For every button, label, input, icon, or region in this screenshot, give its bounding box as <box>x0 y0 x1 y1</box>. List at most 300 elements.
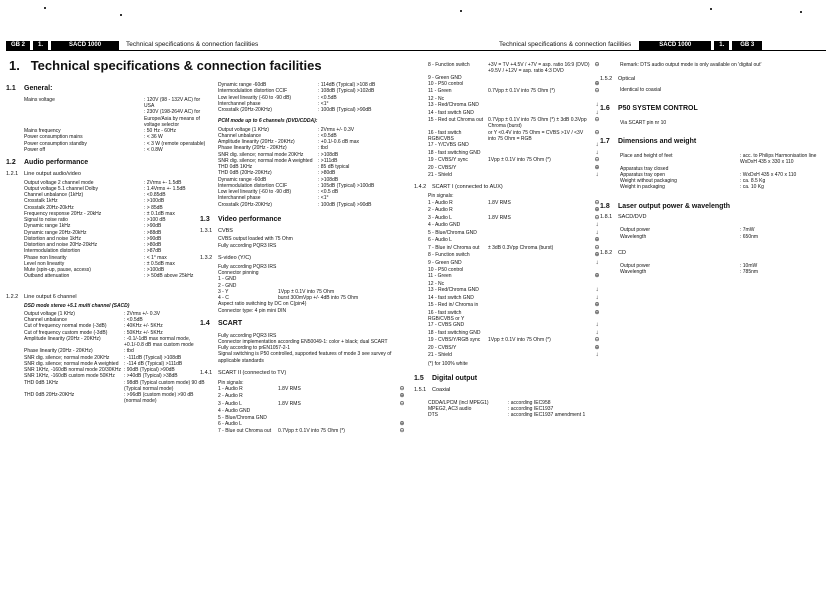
spec-key: Apparatus tray closed <box>620 165 669 172</box>
pin-name: 20 - CVBS/Y <box>428 164 457 171</box>
spec-row <box>6 97 206 110</box>
pin-spec: 0.7Vpp ± 0.1V into 75 Ohm (*) ± 3dB 0.3Vpp Chroma (burst) <box>488 117 587 130</box>
subsection-heading: 1.2.2 Line output 6 channel <box>6 293 77 300</box>
pin-name: 4 - Audio GND <box>218 408 251 415</box>
scart-pin-list-continued <box>428 62 603 180</box>
subsection-heading: 1.3.2 S-video (Y/C) <box>200 254 252 261</box>
signal-direction-icon: ⊕ <box>594 252 600 259</box>
header-title: Technical specifications & connection facilities <box>499 41 632 49</box>
spec-value: : > 85dB <box>144 204 163 211</box>
spec-key: MPEG2, AC3 audio <box>428 405 472 412</box>
pin-row <box>428 88 603 96</box>
aux-pin-list <box>428 200 603 360</box>
pin-spec: 1Vpp ± 0.1V into 75 Ohm (*) <box>488 157 551 163</box>
pin-name: 9 - Green GND <box>428 74 462 81</box>
pin-name: 5 - Blue/Chroma GND <box>428 229 477 236</box>
pin-row <box>428 215 603 223</box>
pin-row <box>428 157 603 165</box>
spec-key: Crosstalk (20Hz-20KHz) <box>218 107 272 113</box>
spec-key: Output voltage 2 channel mode <box>24 179 94 186</box>
page-title-text: Technical specifications & connection facilities <box>30 58 322 73</box>
spec-key: SNR dig. silence; normal mode 20KHz <box>24 354 110 361</box>
spec-value: : ca. 10 Kg <box>740 184 764 191</box>
cvbs-list <box>218 236 408 249</box>
spec-key: Channel unbalance <box>218 132 262 139</box>
spec-key: Level non linearity <box>24 260 65 267</box>
pin-name: 10 - P50 control <box>428 267 464 274</box>
pin-spec: 1.8V RMS <box>488 199 511 206</box>
header-tag: SACD 1000 <box>51 41 119 51</box>
spec-key: Crosstalk 1kHz <box>24 198 58 205</box>
pin-spec <box>488 237 591 245</box>
signal-direction-icon: ⊕ <box>399 420 405 427</box>
spec-value: : 100dB (Typical) >90dB <box>318 201 372 208</box>
sacd-laser-list <box>600 227 830 240</box>
spec-key: Amplitude linearity (20Hz - 20KHz) <box>218 139 295 145</box>
spec-value: : >111dB <box>318 157 338 164</box>
spec-row <box>600 269 830 275</box>
pin-name: 15 - Red in/ Chroma in <box>428 302 479 309</box>
spec-key: Outband attenuation <box>24 273 70 280</box>
spec-value: : >80dB <box>144 242 162 249</box>
pin-row <box>428 142 603 150</box>
page-title <box>9 58 322 74</box>
pin-name: 2 - Audio R <box>428 207 453 214</box>
section-heading: 1.8 Laser output power & wavelength <box>600 202 731 210</box>
signal-direction-icon: ⊖ <box>399 400 405 407</box>
spec-value: : > 50dB above 25kHz <box>144 273 194 280</box>
spec-key: Amplitude linearity (20Hz - 20KHz) <box>24 335 101 342</box>
spec-value: : 50 Hz - 60Hz <box>144 128 176 134</box>
spec-row <box>218 107 408 113</box>
spec-key: SNR dig. silence; normal mode 20KHz <box>218 151 304 158</box>
spec-row <box>6 380 206 393</box>
spec-key: Signal to noise ratio <box>24 217 68 224</box>
header-tag: GB 3 <box>732 41 762 51</box>
spec-key: Power consumption mains <box>24 134 83 141</box>
column-4 <box>600 62 830 275</box>
cd-laser-list <box>600 263 830 276</box>
spec-value: : <0.5dB <box>124 317 143 323</box>
spec-key: Mains voltage <box>24 96 55 103</box>
section-heading: 1.3 Video performance <box>200 215 282 223</box>
spec-key: SNR 1KHz, -160dB custom mode 50KHz <box>24 373 115 380</box>
signal-direction-icon: ↓ <box>595 352 599 359</box>
pin-name: 17 - Y/CVBS GND <box>428 142 469 148</box>
pin-name: 8 - Function switch <box>428 252 470 259</box>
text-line: Signal switching is P50 controlled, supported features of mode 3 see survey of applicable standards <box>218 351 392 364</box>
spec-key: Mute (spin-up, pause, access) <box>24 267 91 274</box>
scan-dot <box>120 14 122 16</box>
signal-direction-icon: ⊖ <box>594 62 600 68</box>
pin-name: 12 - Nc <box>428 95 445 102</box>
pin-spec <box>278 421 396 429</box>
signal-direction-icon: ⊖ <box>594 129 600 136</box>
spec-value: : <1° <box>318 195 329 202</box>
pin-name: 1 - Audio R <box>428 199 453 206</box>
signal-direction-icon: ⊖ <box>594 337 600 344</box>
signal-direction-icon: ⊕ <box>594 309 600 316</box>
spec-key: Phase linearity (20Hz - 20KHz) <box>218 145 287 152</box>
pin-name: 14 - fast switch GND <box>428 109 474 116</box>
pin-name: 21 - Shield <box>428 352 452 359</box>
spec-key: Interchannel phase <box>218 100 261 107</box>
signal-direction-icon: ⊕ <box>594 302 600 309</box>
spec-key: Mains frequency <box>24 128 61 134</box>
spec-value: : >100dB <box>144 267 165 274</box>
svideo-list <box>218 264 408 277</box>
scan-dot <box>44 7 46 9</box>
spec-row <box>6 392 206 405</box>
pin-name: 1 - Audio R <box>218 385 243 392</box>
pin-name: 19 - CVBS/Y/RGB sync <box>428 337 481 344</box>
spec-row <box>600 153 830 166</box>
header-tag: 1. <box>33 41 48 51</box>
spec-key: 4 - C <box>218 295 229 301</box>
pin-name: 7 - Blue in/ Chroma out <box>428 244 480 251</box>
subsection-heading: 1.8.1 SACD/DVD <box>600 214 647 221</box>
dsd-title: DSD mode stereo +5.1 multi channel (SACD) <box>24 302 130 309</box>
signal-direction-icon: ↓ <box>595 287 599 294</box>
spec-value: 1Vpp ± 0.1V into 75 Ohm <box>278 288 335 295</box>
spec-value: : 40KHz +/- 5KHz <box>124 323 163 330</box>
spec-key: Intermodulation distortion CCIF <box>218 182 288 189</box>
pin-spec <box>488 165 591 173</box>
scan-dot <box>460 10 462 12</box>
spec-row <box>6 147 206 153</box>
dimensions-list <box>600 153 830 191</box>
pin-spec <box>488 295 591 303</box>
pin-spec: +3V = TV +4.5V / +7V = asp. ratio 16:9 (DVD) +9.5V / +12V = asp. ratio 4:3 DVD <box>488 62 590 75</box>
pin-row <box>428 237 603 245</box>
signal-direction-icon: ⊖ <box>594 244 600 251</box>
pin-name: 20 - CVBS/Y <box>428 344 457 351</box>
pin-spec <box>488 322 591 330</box>
pin-row <box>428 62 603 75</box>
pin-spec <box>488 260 591 268</box>
pin-row <box>428 322 603 330</box>
spec-value: : 114dB (Typical) >108 dB <box>318 82 376 88</box>
column-1 <box>6 82 206 405</box>
scart-notes <box>218 333 408 364</box>
spec-value: : 108dB (Typical) >102dB <box>318 88 375 95</box>
subsection-heading: 1.3.1 CVBS <box>200 227 233 234</box>
pin-spec <box>488 252 591 260</box>
section-heading: 1.1 General: <box>6 85 53 92</box>
spec-key: Power off <box>24 146 46 153</box>
spec-key: Wavelength <box>620 268 647 275</box>
text-line: Fully according PQR3 IRS <box>218 263 277 270</box>
pin-name: 6 - Audio L <box>428 237 452 244</box>
pin-row <box>428 310 603 323</box>
svideo-notes <box>218 301 408 314</box>
spec-key: THD 0dB (20Hz-20KHz) <box>218 170 272 177</box>
pin-name: 15 - Red out Chroma out <box>428 117 484 123</box>
spec-value: : < 1° max <box>144 254 167 261</box>
pin-name: 4 - Audio GND <box>428 222 461 229</box>
pin-row <box>428 165 603 173</box>
pin-name: 7 - Blue out Chroma out <box>218 428 272 435</box>
left-page <box>0 0 410 590</box>
header-title: Technical specifications & connection facilities <box>126 41 259 49</box>
subsection-heading: 1.2.1 Line output audio/video <box>6 170 81 177</box>
signal-direction-icon: ↓ <box>595 172 599 178</box>
signal-direction-icon: ⊕ <box>594 164 600 171</box>
spec-key: Distortion and noise 1kHz <box>24 235 81 242</box>
general-list <box>6 97 206 153</box>
spec-value: : 785nm <box>740 268 759 275</box>
spec-value: : >80dB <box>318 170 336 177</box>
pin-row <box>428 302 603 310</box>
spec-value: burst 300mVpp +/- 4dB into 75 Ohm <box>278 295 359 301</box>
pcm-list <box>218 127 408 208</box>
spec-value: : tbd <box>124 348 134 355</box>
spec-key: THD 0dB 1KHz <box>218 164 253 170</box>
spec-row <box>6 336 206 349</box>
pin-row <box>428 345 603 353</box>
section-heading: 1.7 Dimensions and weight <box>600 138 697 146</box>
spec-value: : < 3 W (remote operatable) <box>144 140 206 147</box>
pin-spec: 1.8V RMS <box>488 214 511 221</box>
pin-row <box>428 200 603 208</box>
spec-key: Intermodulation distortion CCIF <box>218 88 288 95</box>
subsection-heading: 1.4.1 SCART II (connected to TV) <box>200 369 287 376</box>
text-line: Connector type: 4 pin mini DIN <box>218 307 287 314</box>
spec-value: : >100 dB <box>144 217 166 224</box>
signal-direction-icon: ↓ <box>595 329 599 336</box>
signal-direction-icon: ⊕ <box>594 273 600 280</box>
spec-key <box>24 109 144 128</box>
signal-direction-icon: ⊕ <box>594 80 600 87</box>
pin-spec <box>488 302 591 310</box>
pin-row <box>428 102 603 110</box>
spec-key: Frequency response 20Hz - 20kHz <box>24 210 102 217</box>
spec-key: 3 - Y <box>218 288 229 295</box>
spec-value: : 120V (98 - 132V AC) for USA <box>144 96 201 109</box>
signal-direction-icon: ↓ <box>595 294 599 301</box>
spec-key: Low level linearity (-60 to -90 dB) <box>218 189 292 195</box>
spec-key: SNR dig. silence; normal mode A weighted <box>218 157 313 164</box>
spec-key: THD 0dB 20Hz-20KHz <box>24 392 75 398</box>
spec-key: Interchannel phase <box>218 195 261 202</box>
pin-row <box>428 117 603 130</box>
spec-key: Crosstalk (20Hz-20KHz) <box>218 201 272 208</box>
pin-spec <box>488 142 591 150</box>
scart-pin-list <box>218 386 408 436</box>
subsection-heading: 1.4.2 SCART I (connected to AUX) <box>414 183 503 190</box>
section-heading: 1.4 SCART <box>200 319 243 327</box>
pin-name: 14 - fast switch GND <box>428 294 474 301</box>
scan-dot <box>800 11 802 13</box>
signal-direction-icon: ↓ <box>595 322 599 329</box>
text-line: Fully according PQR3 IRS <box>218 332 277 339</box>
pin-name: 9 - Green GND <box>428 259 462 266</box>
spec-value: : 105dB (Typical) >100dB <box>318 182 375 189</box>
page-title-num: 1. <box>9 58 20 73</box>
p50-text: Via SCART pin nr 10 <box>620 120 667 127</box>
spec-key: Power consumption standby <box>24 140 87 147</box>
column-3 <box>414 62 603 418</box>
pin-row <box>428 252 603 260</box>
spec-value: : >100dB <box>144 198 165 205</box>
signal-direction-icon: ⊖ <box>399 385 405 392</box>
spec-value: : according IEC958 <box>508 399 551 406</box>
spec-key: Dynamic range -60dB <box>218 82 267 88</box>
pin-spec <box>488 110 591 118</box>
spec-row <box>218 202 408 208</box>
pin-name: 13 - Red/Chroma GND <box>428 102 479 108</box>
spec-key: Apparatus tray open <box>620 171 666 178</box>
coax-list <box>428 400 603 419</box>
spec-key: 1 - GND <box>218 276 237 283</box>
spec-value: : <0.5 dB <box>318 189 339 195</box>
pin-spec <box>488 230 591 238</box>
spec-key: THD 0dB 1KHz <box>24 379 59 386</box>
pin-spec <box>488 345 591 353</box>
optical-text: Identical to coaxial <box>620 87 662 94</box>
pin-row <box>428 110 603 118</box>
header-rule <box>410 50 826 51</box>
spec-value: : 2Vrms +/- 0.3V <box>124 310 161 317</box>
spec-value: : -114 dB (Typical) >111dB <box>124 360 183 367</box>
pin-name: 11 - Green <box>428 273 452 280</box>
signal-direction-icon: ⊖ <box>594 214 600 221</box>
subsection-heading: 1.5.1 Coaxial <box>414 386 451 393</box>
line-output-list <box>6 180 206 280</box>
spec-value: : < 0.8W <box>144 146 163 153</box>
text-line: Fully according to prEN1057-2-1 <box>218 345 290 351</box>
section-heading: 1.2 Audio performance <box>6 159 89 166</box>
signal-direction-icon: ↓ <box>595 102 599 108</box>
spec-key: DTS <box>428 412 438 418</box>
header-tag: 1. <box>714 41 729 51</box>
subsection-heading: 1.5.2 Optical <box>600 76 636 83</box>
dsd-list <box>6 311 206 405</box>
scan-dot <box>710 8 712 10</box>
spec-value: : WxDxH 435 x 470 x 110 <box>740 171 797 178</box>
subsection-heading: 1.8.2 CD <box>600 249 626 256</box>
spec-value: : 7mW <box>740 227 755 234</box>
spec-row <box>6 109 206 128</box>
spec-key: Cut of frequency custom mode (-3dB) <box>24 329 108 336</box>
signal-direction-icon: ⊖ <box>594 117 600 123</box>
pin-spec <box>488 81 591 89</box>
spec-key: Cut of frequency normal mode (-3dB) <box>24 323 107 330</box>
spec-value: : >96dB (custom mode) >90 dB (normal mode) <box>124 392 194 405</box>
spec-value: : ± 0.5dB max <box>144 260 175 267</box>
pin-spec: 1.8V RMS <box>278 400 301 407</box>
spec-value: : < 36 W <box>144 134 163 141</box>
spec-key: Wavelength <box>620 233 647 240</box>
pin-spec <box>488 310 591 323</box>
spec-row <box>428 412 603 418</box>
pin-spec <box>488 207 591 215</box>
spec-key: Output power <box>620 262 651 269</box>
dsd-continued-list <box>218 82 408 113</box>
pin-spec <box>488 330 591 338</box>
text-line: Fully according PQR3 IRS <box>218 242 277 249</box>
header-rule <box>6 50 410 51</box>
pin-spec: 1Vpp ± 0.1V into 75 Ohm (*) <box>488 337 551 344</box>
pin-signals-label: Pin signals: <box>428 193 454 200</box>
spec-value: : 650nm <box>740 233 759 240</box>
pin-row <box>218 386 408 394</box>
pin-name: 17 - CVBS GND <box>428 322 465 329</box>
pin-name: 18 - fast switching GND <box>428 329 481 336</box>
spec-key: SNR dig. silence; normal mode A weighted <box>24 360 119 367</box>
pin-name: 16 - fast switch RGB/CVBS or Y <box>428 309 465 322</box>
pin-name: 21 - Shield <box>428 172 452 178</box>
pin-row <box>428 172 603 180</box>
spec-key: Phase linearity (20Hz - 20KHz) <box>24 348 93 355</box>
spec-key: Output power <box>620 227 651 234</box>
header-tag: GB 2 <box>6 41 30 51</box>
pin-spec <box>488 352 591 360</box>
spec-key: Output voltage (1 KHz) <box>218 126 269 133</box>
spec-key: Output voltage (1 KHz) <box>24 310 75 317</box>
pin-spec: or Y <0.4V into 75 Ohm = CVBS >1V / <3V into 75 Ohm = RGB <box>488 129 584 142</box>
pin-row <box>428 245 603 253</box>
signal-direction-icon: ⊖ <box>594 157 600 163</box>
signal-direction-icon: ↓ <box>595 149 599 156</box>
pin-row <box>218 421 408 429</box>
pin-name: 10 - P50 control <box>428 80 464 87</box>
spec-value: : >40dB (Typical) >38dB <box>124 373 178 380</box>
spec-value: : >108dB <box>318 151 339 158</box>
text-line: Aspect ratio switching by DC on C(pin4) <box>218 301 307 308</box>
pin-name: 2 - Audio R <box>218 393 243 400</box>
pin-row <box>218 428 408 436</box>
pin-row <box>428 295 603 303</box>
pin-name: 13 - Red/Chroma GND <box>428 287 479 294</box>
pin-name: 16 - fast switch RGB/CVBS <box>428 129 462 142</box>
pin-signals-label: Pin signals: <box>218 379 244 386</box>
spec-key: Weight without packaging <box>620 178 677 185</box>
pcm-title: PCM mode up to 6 channels (DVD/CDDA): <box>218 118 318 125</box>
spec-key: Low level linearity (-60 to -90 dB) <box>218 94 292 101</box>
spec-key: Output voltage 5.1 channel Dolby <box>24 185 98 192</box>
spec-key: SNR 1KHz, -160dB normal mode 20/30KHz <box>24 367 121 373</box>
pin-spec <box>488 273 591 281</box>
pin-spec: 0.7Vpp ± 0.1V into 75 Ohm (*) <box>278 428 345 435</box>
pin-name: 11 - Green <box>428 88 452 95</box>
spec-value: : acc. to Philips Harmonisation line WxDxH 435 x 330 x 110 <box>740 153 817 166</box>
spec-value: : 10mW <box>740 262 758 269</box>
spec-value: : 1.4Vrms +- 1.5dB <box>144 185 186 192</box>
pin-spec <box>278 393 396 401</box>
spec-value: : 98dB (Typical custom mode) 90 dB (Typical normal mode) <box>124 379 205 392</box>
pin-row <box>428 287 603 295</box>
header-tag: SACD 1000 <box>639 41 711 51</box>
spec-value: : according IEC1937 amendment 1 <box>508 412 586 418</box>
signal-direction-icon: ⊖ <box>594 88 600 95</box>
spec-value: : 230V (198-264V AC) for Europe/Asia by means of voltage selector <box>144 109 201 128</box>
spec-row <box>6 273 206 279</box>
signal-direction-icon: ⊕ <box>594 237 600 244</box>
spec-value: : <0.5dB <box>318 132 337 139</box>
pin-name: 12 - Nc <box>428 280 445 287</box>
spec-value: : ± 0.1dB max <box>144 210 175 217</box>
signal-direction-icon: ↓ <box>595 222 599 229</box>
signal-direction-icon: ↓ <box>595 259 599 266</box>
spec-value: : <1° <box>318 100 329 107</box>
spec-value: : 50KHz +/- 5KHz <box>124 329 163 336</box>
spec-value: : -0.1/-1dB max normal mode, +0.1/-0.8 dB max custom mode <box>124 335 194 348</box>
pin-row <box>428 260 603 268</box>
pin-row <box>428 337 603 345</box>
right-page <box>410 0 836 590</box>
pin-name: 5 - Blue/Chroma GND <box>218 414 267 421</box>
